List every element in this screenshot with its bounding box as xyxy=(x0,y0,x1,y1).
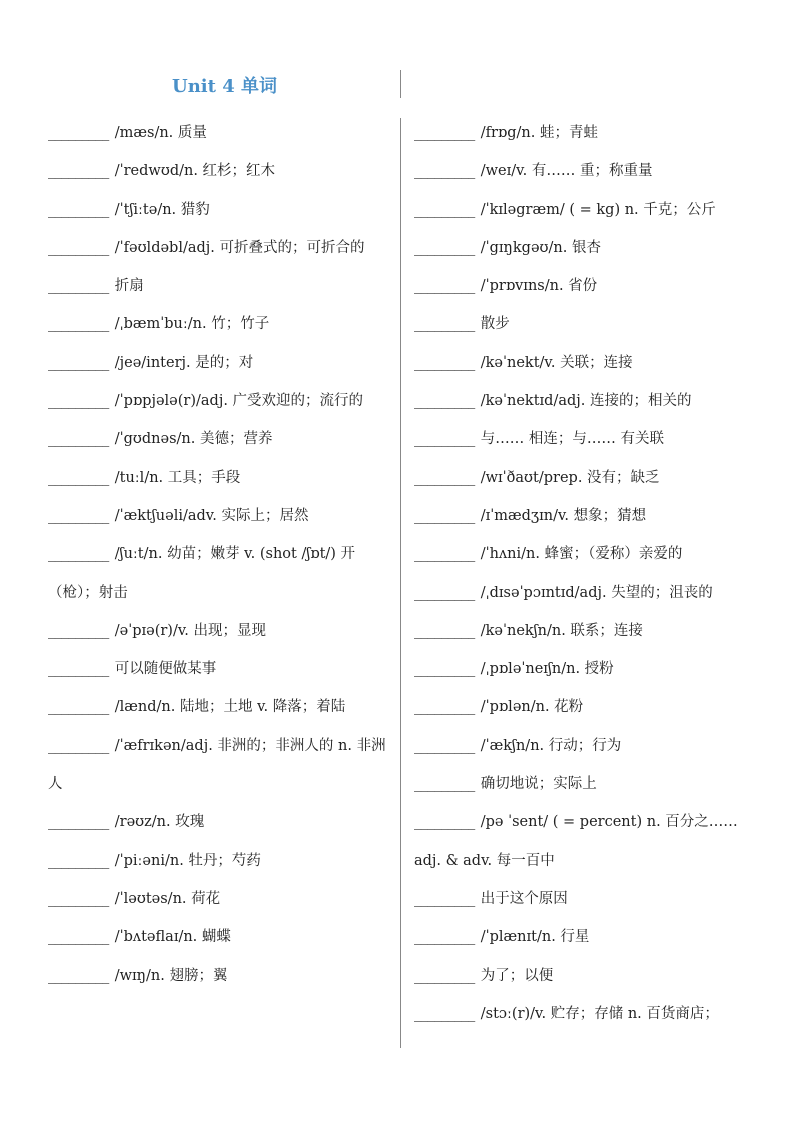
vocab-definition: /ˈkɪləgræm/ ( = kg) n. 千克；公斤 xyxy=(480,201,716,218)
vocab-definition: /rəʊz/n. 玫瑰 xyxy=(114,814,205,831)
vocab-entry xyxy=(414,420,754,458)
answer-blank[interactable]: _________ xyxy=(414,316,475,333)
answer-blank[interactable]: _________ xyxy=(414,929,475,946)
vocab-entry xyxy=(48,727,388,804)
vocab-definition: 散步 xyxy=(480,316,510,333)
answer-blank[interactable]: _________ xyxy=(48,469,109,486)
vocab-entry xyxy=(414,344,754,382)
vocab-definition: /pə ˈsent/ ( = percent) n. 百分之…… adj. & adv. 每一百中 xyxy=(414,814,738,869)
vocab-definition: /ɪˈmædʒɪn/v. 想象；猜想 xyxy=(480,507,647,524)
vocab-entry xyxy=(414,191,754,229)
vocab-entry xyxy=(414,459,754,497)
answer-blank[interactable]: _________ xyxy=(414,393,475,410)
answer-blank[interactable]: _________ xyxy=(48,737,109,754)
answer-blank[interactable]: _________ xyxy=(414,584,475,601)
vocab-entry xyxy=(414,612,754,650)
vocab-entry xyxy=(48,803,388,841)
vocab-definition: /frɒg/n. 蛙；青蛙 xyxy=(480,125,598,141)
vocab-entry xyxy=(414,880,754,918)
answer-blank[interactable]: _________ xyxy=(48,890,109,907)
vocab-definition: /ʃuːt/n. 幼苗；嫩芽 v. (shot /ʃɒt/) 开（枪）；射击 xyxy=(48,546,356,601)
vocab-definition: /ˈpɒpjələ(r)/adj. 广受欢迎的；流行的 xyxy=(114,393,364,410)
vocab-entry xyxy=(414,152,754,190)
vocab-entry xyxy=(48,267,388,305)
answer-blank[interactable]: _________ xyxy=(48,393,109,410)
answer-blank[interactable]: _________ xyxy=(414,125,475,141)
vocab-entry xyxy=(48,957,388,995)
vocab-definition: 与…… 相连；与…… 有关联 xyxy=(480,431,664,448)
vocab-definition: /ˈplænɪt/n. 行星 xyxy=(480,929,590,946)
answer-blank[interactable]: _________ xyxy=(414,737,475,754)
vocab-entry xyxy=(48,229,388,267)
vocab-entry xyxy=(414,995,754,1033)
vocab-definition: /ˌdɪsəˈpɔɪntɪd/adj. 失望的；沮丧的 xyxy=(480,584,713,601)
answer-blank[interactable]: _________ xyxy=(414,201,475,218)
answer-blank[interactable]: _________ xyxy=(414,890,475,907)
vocab-entry xyxy=(414,305,754,343)
answer-blank[interactable]: _________ xyxy=(48,507,109,524)
vocab-entry xyxy=(48,535,388,612)
title-divider xyxy=(400,70,401,98)
vocab-definition: /wɪŋ/n. 翅膀；翼 xyxy=(114,967,228,984)
vocab-entry xyxy=(48,152,388,190)
answer-blank[interactable]: _________ xyxy=(414,469,475,486)
vocab-definition: /ˈgɪŋkgəʊ/n. 银杏 xyxy=(480,239,601,256)
page-title: Unit 4 单词 xyxy=(172,76,277,97)
vocab-entry xyxy=(414,535,754,573)
vocab-entry xyxy=(48,344,388,382)
vocab-entry xyxy=(414,497,754,535)
vocab-definition: /ˈækʃn/n. 行动；行为 xyxy=(480,737,622,754)
vocab-definition: /ˈredwʊd/n. 红杉；红木 xyxy=(114,163,276,180)
vocab-definition: /ˌbæmˈbuː/n. 竹；竹子 xyxy=(114,316,270,333)
answer-blank[interactable]: _________ xyxy=(48,661,109,678)
vocab-definition: /weɪ/v. 有…… 重；称重量 xyxy=(480,163,653,180)
vocab-entry xyxy=(414,688,754,726)
vocab-entry xyxy=(48,382,388,420)
vocab-entry xyxy=(48,842,388,880)
vocab-definition: /ˈgʊdnəs/n. 美德；营养 xyxy=(114,431,273,448)
vocab-definition: /ˈæktʃuəli/adv. 实际上；居然 xyxy=(114,507,309,524)
vocab-entry xyxy=(48,114,388,152)
answer-blank[interactable]: _________ xyxy=(414,699,475,716)
vocab-entry xyxy=(414,229,754,267)
vocab-definition: /ˈpiːəni/n. 牡丹；芍药 xyxy=(114,852,261,869)
answer-blank[interactable]: _________ xyxy=(48,967,109,984)
vocab-entry xyxy=(48,191,388,229)
vocab-definition: /jeə/interj. 是的；对 xyxy=(114,354,254,371)
answer-blank[interactable]: _________ xyxy=(48,699,109,716)
vocab-definition: /kəˈnekʃn/n. 联系；连接 xyxy=(480,622,643,639)
answer-blank[interactable]: _________ xyxy=(414,1005,475,1022)
vocab-entry xyxy=(48,880,388,918)
vocab-definition: /tuːl/n. 工具；手段 xyxy=(114,469,241,486)
vocab-entry xyxy=(414,574,754,612)
answer-blank[interactable]: _________ xyxy=(48,125,109,141)
vocab-definition: 出于这个原因 xyxy=(480,890,568,907)
vocab-definition: /ˈtʃiːtə/n. 猎豹 xyxy=(114,201,210,218)
vocab-definition: /mæs/n. 质量 xyxy=(114,125,207,141)
answer-blank[interactable]: _________ xyxy=(48,239,109,256)
vocab-entry xyxy=(48,650,388,688)
vocab-definition: /kəˈnektɪd/adj. 连接的；相关的 xyxy=(480,393,692,410)
left-column xyxy=(48,114,388,995)
answer-blank[interactable]: _________ xyxy=(48,163,109,180)
vocab-definition: 确切地说；实际上 xyxy=(480,776,597,793)
vocab-definition: /ˈləʊtəs/n. 荷花 xyxy=(114,890,221,907)
vocab-entry xyxy=(414,957,754,995)
answer-blank[interactable]: _________ xyxy=(414,546,475,563)
vocab-entry xyxy=(48,612,388,650)
answer-blank[interactable]: _________ xyxy=(414,163,475,180)
vocab-entry xyxy=(48,420,388,458)
vocab-definition: /ˈpɒlən/n. 花粉 xyxy=(480,699,584,716)
answer-blank[interactable]: _________ xyxy=(48,354,109,371)
answer-blank[interactable]: _________ xyxy=(414,431,475,448)
answer-blank[interactable]: _________ xyxy=(414,622,475,639)
vocab-entry xyxy=(414,382,754,420)
vocab-definition: /ˈprɒvɪns/n. 省份 xyxy=(480,278,598,295)
vocab-definition: /ˈbʌtəflaɪ/n. 蝴蝶 xyxy=(114,929,231,946)
answer-blank[interactable]: _________ xyxy=(414,776,475,793)
answer-blank[interactable]: _________ xyxy=(414,507,475,524)
vocab-entry xyxy=(414,765,754,803)
vocab-definition: /ˈæfrɪkən/adj. 非洲的；非洲人的 n. 非洲人 xyxy=(48,737,386,793)
answer-blank[interactable]: _________ xyxy=(48,278,109,295)
right-column xyxy=(414,114,754,1033)
vocab-entry xyxy=(48,459,388,497)
column-divider xyxy=(400,118,401,1048)
vocab-definition: /əˈpɪə(r)/v. 出现；显现 xyxy=(114,622,267,639)
vocab-entry xyxy=(414,727,754,765)
answer-blank[interactable]: _________ xyxy=(48,546,109,563)
answer-blank[interactable]: _________ xyxy=(414,814,475,831)
vocab-definition: 折扇 xyxy=(114,278,144,295)
answer-blank[interactable]: _________ xyxy=(48,431,109,448)
vocab-definition: /kəˈnekt/v. 关联；连接 xyxy=(480,354,633,371)
answer-blank[interactable]: _________ xyxy=(414,354,475,371)
vocab-definition: /ˌpɒləˈneɪʃn/n. 授粉 xyxy=(480,661,614,678)
vocab-definition: /ˈfəʊldəbl/adj. 可折叠式的；可折合的 xyxy=(114,239,365,256)
answer-blank[interactable]: _________ xyxy=(48,814,109,831)
vocab-entry xyxy=(414,803,754,880)
vocab-definition: /stɔː(r)/v. 贮存；存储 n. 百货商店； xyxy=(480,1005,719,1022)
answer-blank[interactable]: _________ xyxy=(414,661,475,678)
vocab-definition: /lænd/n. 陆地；土地 v. 降落；着陆 xyxy=(114,699,346,716)
answer-blank[interactable]: _________ xyxy=(48,316,109,333)
answer-blank[interactable]: _________ xyxy=(48,929,109,946)
vocab-entry xyxy=(414,918,754,956)
vocab-entry xyxy=(48,497,388,535)
answer-blank[interactable]: _________ xyxy=(48,201,109,218)
vocab-entry xyxy=(48,305,388,343)
vocab-definition: /ˈhʌni/n. 蜂蜜；（爱称）亲爱的 xyxy=(480,546,683,563)
vocab-entry xyxy=(414,114,754,152)
vocab-entry xyxy=(48,688,388,726)
vocab-entry xyxy=(48,918,388,956)
vocab-entry xyxy=(414,267,754,305)
vocab-entry xyxy=(414,650,754,688)
answer-blank[interactable]: _________ xyxy=(414,239,475,256)
vocab-definition: 为了；以便 xyxy=(480,967,554,984)
answer-blank[interactable]: _________ xyxy=(414,967,475,984)
answer-blank[interactable]: _________ xyxy=(414,278,475,295)
answer-blank[interactable]: _________ xyxy=(48,622,109,639)
vocab-definition: 可以随便做某事 xyxy=(114,661,217,678)
answer-blank[interactable]: _________ xyxy=(48,852,109,869)
vocab-definition: /wɪˈðaʊt/prep. 没有；缺乏 xyxy=(480,469,660,486)
